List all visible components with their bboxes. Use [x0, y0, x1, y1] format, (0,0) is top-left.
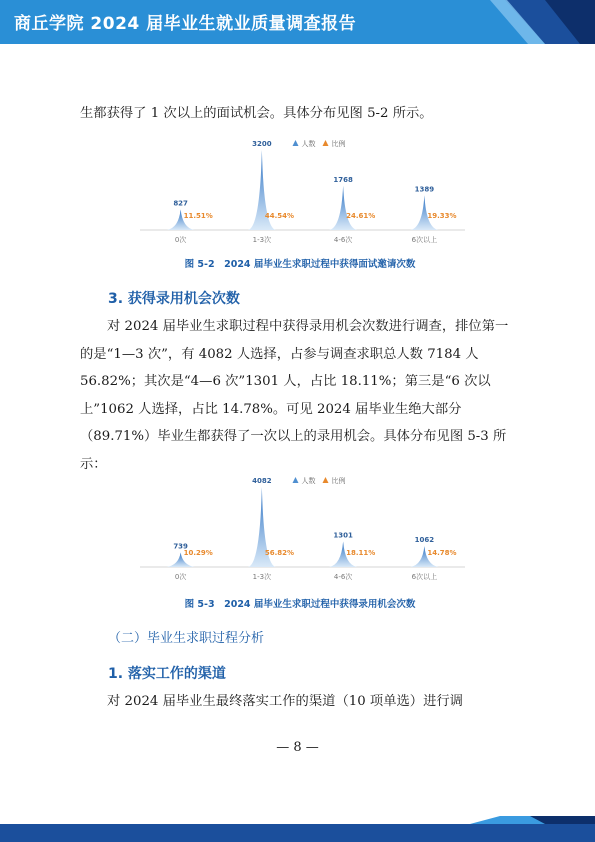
- legend-marker-ratio: [323, 477, 329, 483]
- chart-peak-2: [329, 186, 357, 230]
- channels-paragraph: 对 2024 届毕业生最终落实工作的渠道（10 项单选）进行调: [107, 694, 463, 709]
- people-value-label-0: 739: [173, 542, 188, 551]
- people-value-label-3: 1062: [414, 536, 435, 545]
- page-header: [0, 0, 595, 44]
- section-heading-channels: 1. 落实工作的渠道: [108, 666, 226, 682]
- legend-label-ratio: 比例: [331, 477, 346, 485]
- category-label-3: 6次以上: [411, 573, 438, 581]
- category-label-0: 0次: [174, 236, 187, 244]
- intro-paragraph: 生都获得了 1 次以上的面试机会。具体分布见图 5-2 所示。: [80, 106, 433, 121]
- figure-caption-5-3: 图 5-3 2024 届毕业生求职过程中获得录用机会次数: [184, 599, 416, 610]
- people-value-label-2: 1301: [333, 531, 353, 540]
- people-value-label-2: 1768: [333, 175, 353, 184]
- legend-marker-people: [293, 140, 299, 146]
- legend-label-people: 人数: [301, 477, 316, 485]
- legend-label-ratio: 比例: [331, 140, 346, 148]
- category-label-2: 4-6次: [333, 573, 353, 581]
- ratio-value-label-3: 19.33%: [427, 212, 457, 220]
- figure-caption-5-2: 图 5-2 2024 届毕业生求职过程中获得面试邀请次数: [184, 259, 416, 270]
- section-heading-offers: 3. 获得录用机会次数: [108, 291, 240, 307]
- ratio-value-label-0: 11.51%: [183, 212, 213, 220]
- chart-interview-invitations: [140, 132, 465, 252]
- legend-marker-people: [293, 477, 299, 483]
- category-label-1: 1-3次: [252, 573, 272, 581]
- people-value-label-1: 4082: [252, 477, 272, 485]
- chart-svg-5-3: [140, 469, 465, 589]
- category-label-0: 0次: [174, 573, 187, 581]
- legend-label-people: 人数: [301, 140, 316, 148]
- ratio-value-label-1: 44.54%: [264, 212, 295, 220]
- ratio-value-label-2: 18.11%: [346, 549, 376, 557]
- people-value-label-0: 827: [173, 199, 188, 208]
- ratio-value-label-3: 14.78%: [427, 549, 457, 557]
- people-value-label-3: 1389: [414, 185, 435, 194]
- chart-svg-5-2: [140, 132, 465, 252]
- category-label-1: 1-3次: [252, 236, 272, 244]
- ratio-value-label-1: 56.82%: [264, 549, 295, 557]
- subsection-heading: （二）毕业生求职过程分析: [108, 631, 265, 646]
- chart-job-offers: [140, 469, 465, 589]
- page-footer: [0, 816, 595, 842]
- ratio-value-label-2: 24.61%: [346, 212, 376, 220]
- ratio-value-label-0: 10.29%: [183, 549, 213, 557]
- people-value-label-1: 3200: [252, 140, 272, 148]
- category-label-3: 6次以上: [411, 236, 438, 244]
- category-label-2: 4-6次: [333, 236, 353, 244]
- chart-legend: [293, 139, 346, 148]
- page-number: — 8 —: [276, 740, 319, 755]
- offers-paragraph: 对 2024 届毕业生求职过程中获得录用机会次数进行调查，排位第一的是“1—3 次”，有 4082 人选择，占参与调查求职总人数 7184 人 56.82%；其次是“4—6 次”1301 人，占比 18.11%；第三是“6 次以上”1062 人选择，占比 14.78%。可见 2024 届毕业生绝大部分（89.71%）毕业生都获得了一次以上的录用机会。具体分布见图 5-3 所示：: [80, 319, 509, 472]
- report-title: 商丘学院 2024 届毕业生就业质量调查报告: [14, 14, 357, 34]
- header-decoration: [395, 0, 595, 44]
- legend-marker-ratio: [323, 140, 329, 146]
- chart-legend: [293, 476, 346, 485]
